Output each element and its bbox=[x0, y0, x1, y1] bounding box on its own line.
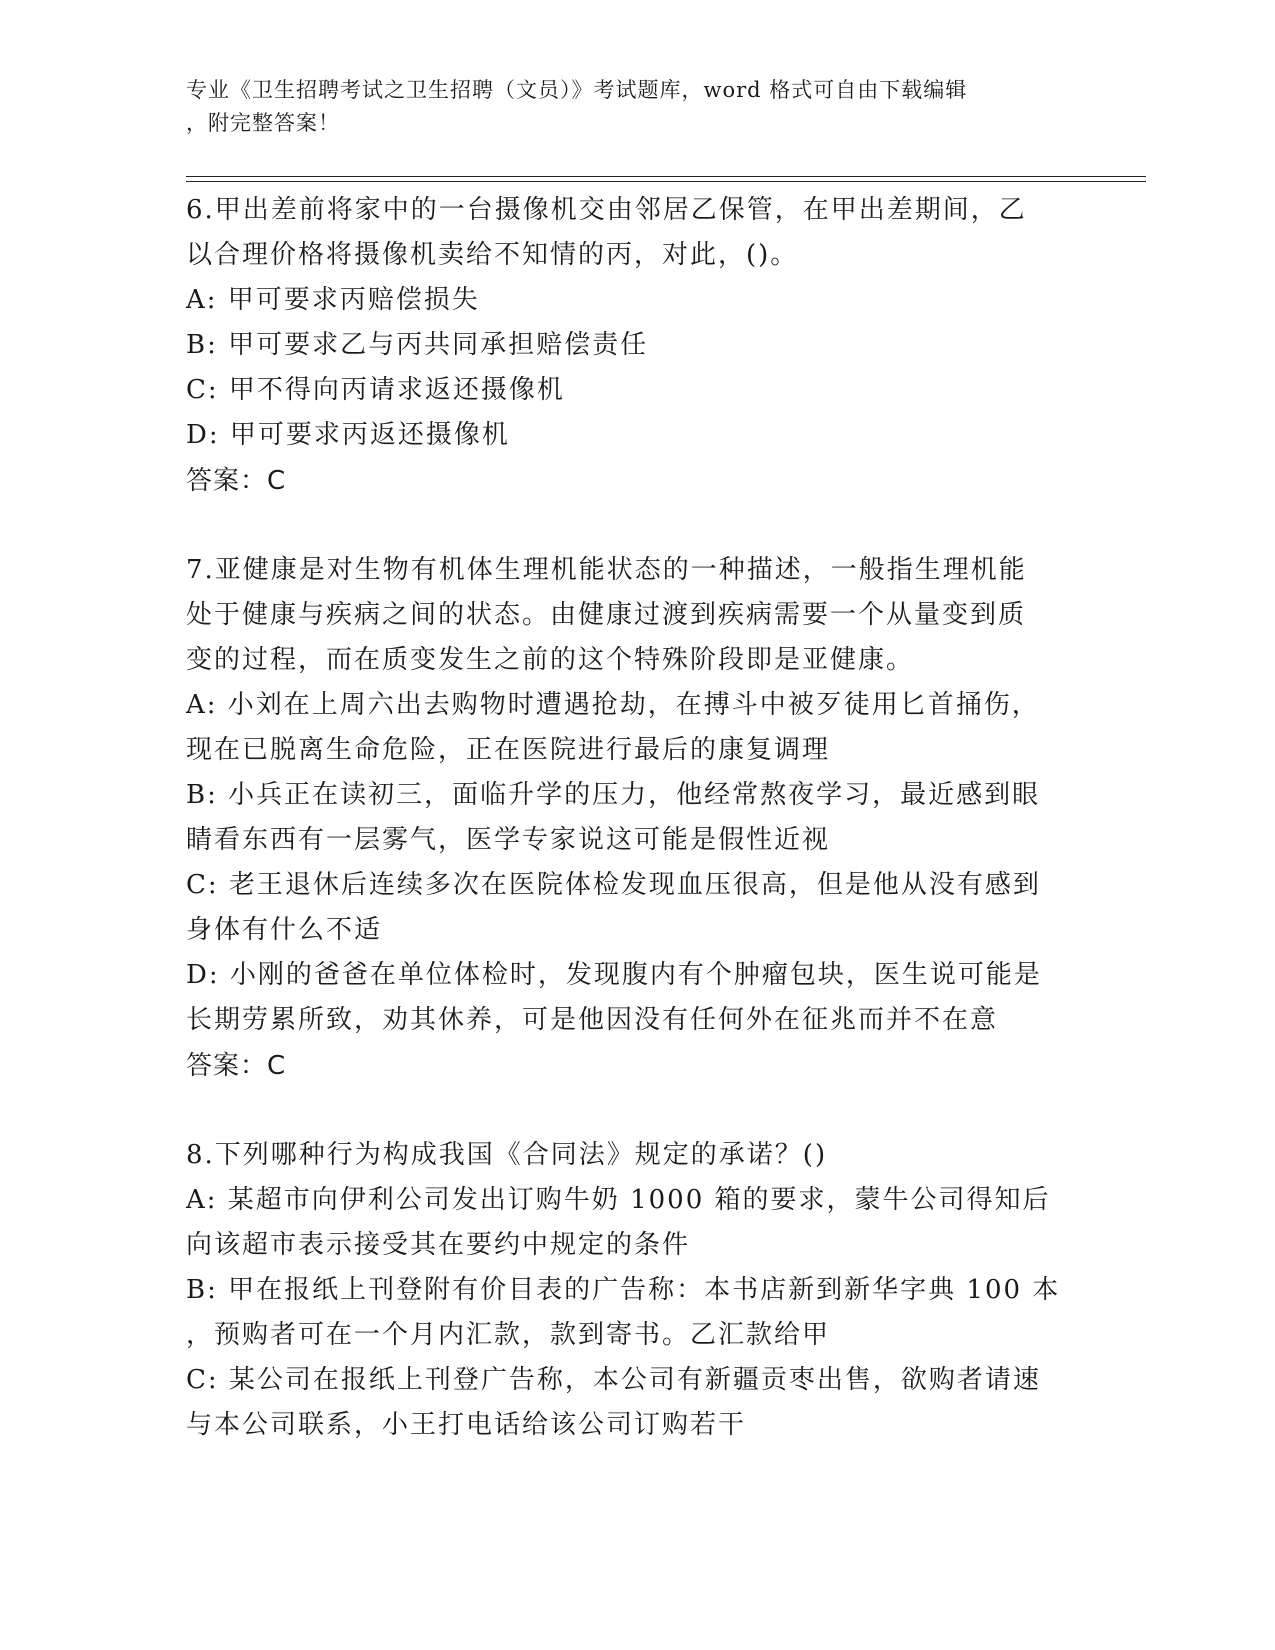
option-c: C: 某公司在报纸上刊登广告称，本公司有新疆贡枣出售，欲购者请速 与本公司联系，小王打电话给该公司订购若干 bbox=[186, 1365, 1041, 1440]
question-7 bbox=[186, 548, 1086, 1089]
question-8 bbox=[186, 1133, 1086, 1448]
question-list bbox=[186, 188, 1086, 1492]
option-c: C: 老王退休后连续多次在医院体检发现血压很高，但是他从没有感到 身体有什么不适 bbox=[186, 870, 1041, 945]
header-divider-top bbox=[186, 176, 1146, 177]
option-d: D: 小刚的爸爸在单位体检时，发现腹内有个肿瘤包块，医生说可能是 长期劳累所致，劝其休养，可是他因没有任何外在征兆而并不在意 bbox=[186, 960, 1042, 1035]
option-b: B: 甲在报纸上刊登附有价目表的广告称：本书店新到新华字典 100 本 ，预购者可在一个月内汇款，款到寄书。乙汇款给甲 bbox=[186, 1275, 1061, 1350]
answer-label: 答案：C bbox=[186, 466, 287, 496]
question-text: 6.甲出差前将家中的一台摄像机交由邻居乙保管，在甲出差期间，乙 以合理价格将摄像机卖给不知情的丙，对此，()。 bbox=[186, 195, 1027, 270]
option-a: A: 某超市向伊利公司发出订购牛奶 1000 箱的要求，蒙牛公司得知后 向该超市表示接受其在要约中规定的条件 bbox=[186, 1185, 1051, 1260]
question-text: 8.下列哪种行为构成我国《合同法》规定的承诺？() bbox=[186, 1140, 828, 1170]
document-header: 专业《卫生招聘考试之卫生招聘（文员）》考试题库，word 格式可自由下载编辑 ，附完整答案！ bbox=[186, 78, 968, 135]
option-a: A: 甲可要求丙赔偿损失 bbox=[186, 285, 480, 315]
header-divider-bottom bbox=[186, 181, 1146, 182]
answer-label: 答案：C bbox=[186, 1051, 287, 1081]
question-text: 7.亚健康是对生物有机体生理机能状态的一种描述，一般指生理机能 处于健康与疾病之间的状态。由健康过渡到疾病需要一个从量变到质 变的过程，而在质变发生之前的这个特殊阶段即是亚健康。 bbox=[186, 555, 1027, 675]
option-a: A: 小刘在上周六出去购物时遭遇抢劫，在搏斗中被歹徒用匕首捅伤， 现在已脱离生命危险，正在医院进行最后的康复调理 bbox=[186, 690, 1040, 765]
option-c: C: 甲不得向丙请求返还摄像机 bbox=[186, 375, 565, 405]
option-b: B: 甲可要求乙与丙共同承担赔偿责任 bbox=[186, 330, 649, 360]
option-d: D: 甲可要求丙返还摄像机 bbox=[186, 420, 510, 450]
question-6 bbox=[186, 188, 1086, 504]
option-b: B: 小兵正在读初三，面临升学的压力，他经常熬夜学习，最近感到眼 睛看东西有一层雾气，医学专家说这可能是假性近视 bbox=[186, 780, 1041, 855]
